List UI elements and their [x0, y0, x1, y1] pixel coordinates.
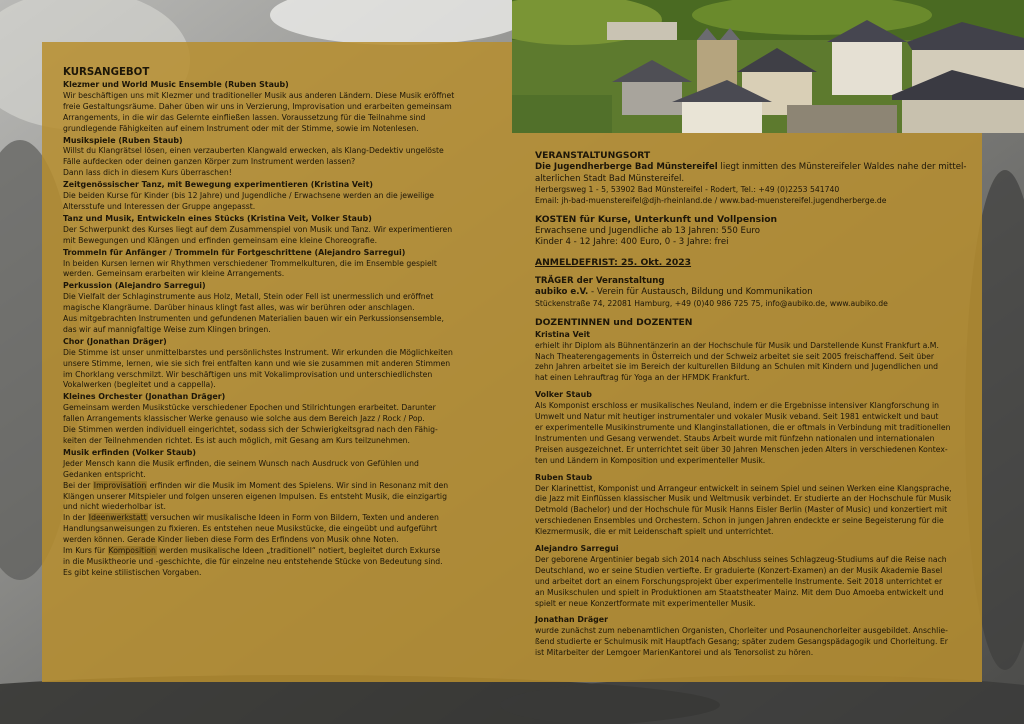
teacher-bio-line: und arbeitet dort an einem Forschungsprojekt über experimentelle Instrumente. Seit 2018 unterrichtet er	[535, 576, 943, 586]
organizer-text	[535, 287, 971, 299]
course-title: Zeitgenössischer Tanz, mit Bewegung experimentieren (Kristina Veit)	[63, 180, 373, 190]
course-text-line: Vokalwerken (begleitet und a cappella).	[63, 380, 216, 390]
course-text-line: keiten der Teilnehmenden richtet. Es ist auch möglich, mit Gesang am Kurs teilzunehmen.	[63, 436, 410, 445]
course-text-line: Die beiden Kurse für Kinder (bis 12 Jahre) und Jugendliche / Erwachsene werden an die jeweilige	[63, 191, 435, 201]
venue-text	[535, 162, 971, 174]
costs-line: Kinder 4 - 12 Jahre: 400 Euro, 0 - 3 Jahre: frei	[535, 237, 729, 248]
venue-heading: VERANSTALTUNGSORT	[535, 150, 651, 161]
course-text-line: unsere Stimme, lernen, wie sie sich frei entfalten kann und wie sie zusammen mit anderen Stimmen	[63, 358, 451, 368]
teacher-bio-line: die Jazz mit Einflüssen klassischer Musik und Weltmusik verbindet. Er studierte an der Hochschule für Musik	[535, 494, 951, 504]
course-text-line: fallen Arrangements klassischer Werke genauso wie solche aus dem Bereich Jazz / Rock / Pop.	[63, 414, 425, 424]
teacher-bio-line: Nach Theaterengagements in Österreich und der Schweiz arbeitet sie seit 2005 freischaffend. Seit über	[535, 351, 935, 361]
teacher-block	[535, 384, 971, 466]
course-text-line: Die Stimme ist unser unmittelbarstes und persönlichstes Instrument. Wir erkunden die Möglichkeiten	[63, 347, 453, 357]
info-column	[535, 150, 971, 659]
teacher-bio-line: Der geborene Argentinier begab sich 2014 nach Abschluss seines Schlagzeug-Studiums auf die Reise nach	[535, 554, 947, 564]
course-block	[63, 214, 499, 247]
teacher-block	[535, 467, 971, 538]
registration-deadline: ANMELDEFRIST: 25. Okt. 2023	[535, 256, 692, 268]
teacher-bio-line: Detmold (Bachelor) und der Hochschule für Musik Hanns Eisler Berlin (Master of Music) und konzertiert mit	[535, 505, 948, 515]
course-block	[63, 80, 499, 135]
teacher-bio-line: spielt er neue Konzertformate mit experimenteller Musik.	[535, 598, 756, 608]
costs-line: Erwachsene und Jugendliche ab 13 Jahren: 550 Euro	[535, 225, 761, 236]
teacher-bio-line: Preisen ausgezeichnet. Er unterrichtet seit über 30 Jahren Menschen jeden Alters in verschiedenen Kontex-	[535, 444, 948, 454]
course-text-line: Arrangements, in die wir das Gelernte einfließen lassen. Voraussetzung für die Teilnahme sind	[63, 112, 426, 122]
course-text-line: Altersstufe und Interessen der Gruppe angepasst.	[63, 201, 256, 211]
text-part: werden musikalische Ideen „traditionell“ notiert, begleitet durch Exkurse	[156, 546, 441, 556]
course-text-line: Klängen unserer Mitspieler und folgen unseren eigenen Impulsen. Es entsteht Musik, die einzigartig	[63, 491, 447, 501]
course-text-line: Gemeinsam werden Musikstücke verschiedener Epochen und Stilrichtungen erarbeitet. Darunter	[63, 403, 436, 413]
organizer-heading: TRÄGER der Veranstaltung	[535, 275, 665, 286]
teacher-name: Kristina Veit	[535, 329, 591, 339]
course-title: Chor (Jonathan Dräger)	[63, 336, 167, 346]
teacher-bio-line: Instrumenten und Gesang verwendet. Staubs Arbeit wurde mit fünfzehn nationalen und internationalen	[535, 433, 935, 443]
teacher-bio-line: an Musikschulen und spielt in Produktionen am Staatstheater Mainz. Mit dem Duo Amoeba entwickelt und	[535, 587, 944, 597]
course-text-line: Willst du Klangrätsel lösen, einen verzauberten Klangwald erwecken, als Klang-Dedektiv ungelöste	[63, 146, 444, 156]
course-text-line: Dann lass dich in diesem Kurs überraschen!	[63, 168, 232, 178]
course-block	[63, 180, 499, 213]
course-text-line: Der Schwerpunkt des Kurses liegt auf dem Zusammenspiel von Musik und Tanz. Wir experimentieren	[63, 224, 453, 234]
organizer-address: Stückenstraße 74, 22081 Hamburg, +49 (0)40 986 725 75, info@aubiko.de, www.aubiko.de	[535, 298, 888, 308]
course-list	[63, 80, 499, 447]
venue-email: Email: jh-bad-muenstereifel@djh-rheinland.de / www.bad-muenstereifel.jugendherberge.de	[535, 195, 887, 205]
course-text-line	[63, 481, 499, 492]
course-offer-column	[63, 66, 499, 579]
course-text-line: werden. Gemeinsam erarbeiten wir kleine Arrangements.	[63, 269, 285, 279]
course-text-line: Jeder Mensch kann die Musik erfinden, die seinem Wunsch nach Ausdruck von Gefühlen und	[63, 458, 419, 468]
course-title: Tanz und Musik, Entwickeln eines Stücks (Kristina Veit, Volker Staub)	[63, 213, 372, 223]
teacher-name: Volker Staub	[535, 390, 592, 400]
teacher-bio-line: erhielt ihr Diplom als Bühnentänzerin an der Hochschule für Musik und Darstellende Kunst Frankfurt a.M.	[535, 340, 939, 350]
course-text-line: Gedanken entspricht.	[63, 469, 146, 479]
course-title: Musik erfinden (Volker Staub)	[63, 447, 197, 457]
teacher-bio-line: ßend studierte er Schulmusik mit Hauptfach Gesang; später zudem Gesangspädagogik und Chorleitung. Er	[535, 637, 948, 647]
venue-text-line: alterlichen Stadt Bad Münstereifel.	[535, 173, 685, 184]
teacher-bio-line: Als Komponist erschloss er musikalisches Neuland, indem er die Ergebnisse intensiver Klangforschung in	[535, 401, 939, 411]
teacher-name: Jonathan Dräger	[535, 615, 609, 625]
costs-heading: KOSTEN für Kurse, Unterkunft und Vollpension	[535, 213, 778, 225]
teacher-bio-line: Der Klarinettist, Komponist und Arrangeur entwickelt in seinem Spiel und seinen Werken eine Klangsprache,	[535, 483, 952, 493]
organizer-rest: - Verein für Austausch, Bildung und Kommunikation	[588, 287, 813, 298]
text-part: versuchen wir musikalische Ideen in Form von Bildern, Texten und anderen	[147, 513, 439, 523]
course-text-line: in die Musiktheorie und -geschichte, die für einzelne neu entstehende Stücke von Bedeutung sind.	[63, 556, 443, 566]
town-photo	[512, 0, 1024, 133]
teacher-list	[535, 330, 971, 659]
teacher-bio-line: Klezmermusik, die er mit Leidenschaft spielt und unterrichtet.	[535, 527, 774, 537]
course-text-line: Wir beschäftigen uns mit Klezmer und traditioneller Musik aus anderen Ländern. Diese Musik eröffnet	[63, 90, 455, 100]
course-block	[63, 281, 499, 336]
komposition-highlight: Komposition	[108, 546, 156, 556]
course-block	[63, 448, 499, 579]
venue-name: Die Jugendherberge Bad Münstereifel	[535, 162, 718, 172]
teacher-name: Alejandro Sarregui	[535, 544, 619, 554]
teacher-name: Ruben Staub	[535, 472, 593, 482]
teacher-block	[535, 330, 971, 385]
teacher-bio-line: ten und Ländern in Komposition und experimenteller Musik.	[535, 455, 766, 465]
course-text-line: Es gibt keine stilistischen Vorgaben.	[63, 567, 202, 577]
teacher-bio-line: Umwelt und Natur mit heutiger instrumentaler und vokaler Musik veband. Seit 1981 entwickelt und baut	[535, 412, 939, 422]
course-text-line: magische Klangräume. Darüber hinaus klingt fast alles, was wir berühren oder anschlagen.	[63, 303, 415, 313]
teachers-heading: DOZENTINNEN und DOZENTEN	[535, 316, 693, 328]
venue-address: Herbergsweg 1 - 5, 53902 Bad Münstereifel - Rodert, Tel.: +49 (0)2253 541740	[535, 185, 840, 194]
text-part: Im Kurs für	[63, 546, 108, 556]
course-text-line: Aus mitgebrachten Instrumenten und gefundenen Materialien bauen wir ein Perkussionsensemble,	[63, 314, 444, 324]
teacher-bio-line: ist Mitarbeiter der Lemgoer MarienKantorei und als Tenorsolist zu hören.	[535, 648, 814, 658]
course-title: Klezmer und World Music Ensemble (Ruben Staub)	[63, 80, 289, 89]
improvisation-highlight: Improvisation	[93, 480, 147, 490]
course-block	[63, 136, 499, 180]
teacher-bio-line: Deutschland, wo er seine Studien vertiefte. Er graduierte (Konzert-Examen) an der Musik Akademie Basel	[535, 565, 943, 575]
teacher-block	[535, 609, 971, 659]
course-text-line: Die Vielfalt der Schlaginstrumente aus Holz, Metall, Stein oder Fell ist unermesslich und eröffnet	[63, 292, 434, 302]
course-title: Perkussion (Alejandro Sarregui)	[63, 281, 206, 291]
course-text-line: und nicht wiederholbar ist.	[63, 502, 166, 512]
course-title: Trommeln für Anfänger / Trommeln für Fortgeschrittene (Alejandro Sarregui)	[63, 247, 406, 257]
course-text-line: grundlegende Fähigkeiten auf einem Instrument oder mit der Stimme, sowie im Notenlesen.	[63, 123, 419, 133]
teacher-bio-line: verschiedenen Ensembles und Orchestern. Schon in jungen Jahren endeckte er seine Begeisterung für die	[535, 516, 944, 526]
course-text-line: werden können. Gerade Kinder lieben diese Form des Erfindens von Musik ohne Noten.	[63, 535, 399, 545]
course-title: Kleines Orchester (Jonathan Dräger)	[63, 392, 226, 402]
course-block	[63, 248, 499, 281]
course-text-line: das wir auf mannigfaltige Weise zum Klingen bringen.	[63, 324, 271, 334]
course-block	[63, 337, 499, 392]
course-offer-heading: KURSANGEBOT	[63, 67, 150, 78]
course-text-line	[63, 513, 499, 524]
course-text-line: Die Stimmen werden individuell eingerichtet, sodass sich der Schwierigkeitsgrad nach den Fähig-	[63, 425, 438, 435]
organizer-name: aubiko e.V.	[535, 287, 589, 298]
text-part: erfinden wir die Musik im Moment des Spielens. Wir sind in Resonanz mit den	[147, 480, 449, 490]
teacher-bio-line: zehn Jahren arbeitet sie im Bereich der kulturellen Bildung an Schulen mit Kindern und Jugendlichen und	[535, 362, 939, 372]
teacher-block	[535, 538, 971, 609]
course-text-line	[63, 546, 499, 557]
teacher-bio-line: hat einen Lehrauftrag für Yoga an der HFMDK Frankfurt.	[535, 373, 750, 383]
venue-rest: liegt inmitten des Münstereifeler Waldes nahe der mittel-	[717, 162, 967, 172]
course-text-line: Fälle aufdecken oder deinen ganzen Körper zum Instrument werden lassen?	[63, 157, 356, 167]
course-block	[63, 392, 499, 447]
course-title: Musikspiele (Ruben Staub)	[63, 135, 183, 145]
course-text-line: In beiden Kursen lernen wir Rhythmen verschiedener Trommelkulturen, die im Ensemble gespielt	[63, 258, 437, 268]
teacher-bio-line: wurde zunächst zum nebenamtlichen Organisten, Chorleiter und Posaunenchorleiter ausgebildet. Anschlie-	[535, 626, 948, 636]
text-part: In der	[63, 513, 88, 523]
course-text-line: freie Gestaltungsräume. Daher üben wir uns in Verzierung, Improvisation und erarbeiten gemeinsam	[63, 101, 452, 111]
teacher-bio-line: er experimentelle Musikinstrumente und Klanginstallationen, die er oftmals in Verbindung mit traditionellen	[535, 422, 951, 432]
ideenwerkstatt-highlight: Ideenwerkstatt	[88, 513, 147, 523]
course-text-line: mit Bewegungen und Klängen und erfinden gemeinsam eine kleine Choreografie.	[63, 235, 378, 245]
course-text-line: im Chorklang verschmilzt. Wir beschäftigen uns mit Vokalimprovisation und unterschiedlichsten	[63, 369, 433, 379]
course-text-line: Handlungsanweisungen zu fixieren. Es entstehen neue Musikstücke, die eingeübt und aufgeführt	[63, 524, 438, 534]
text-part: Bei der	[63, 480, 93, 490]
